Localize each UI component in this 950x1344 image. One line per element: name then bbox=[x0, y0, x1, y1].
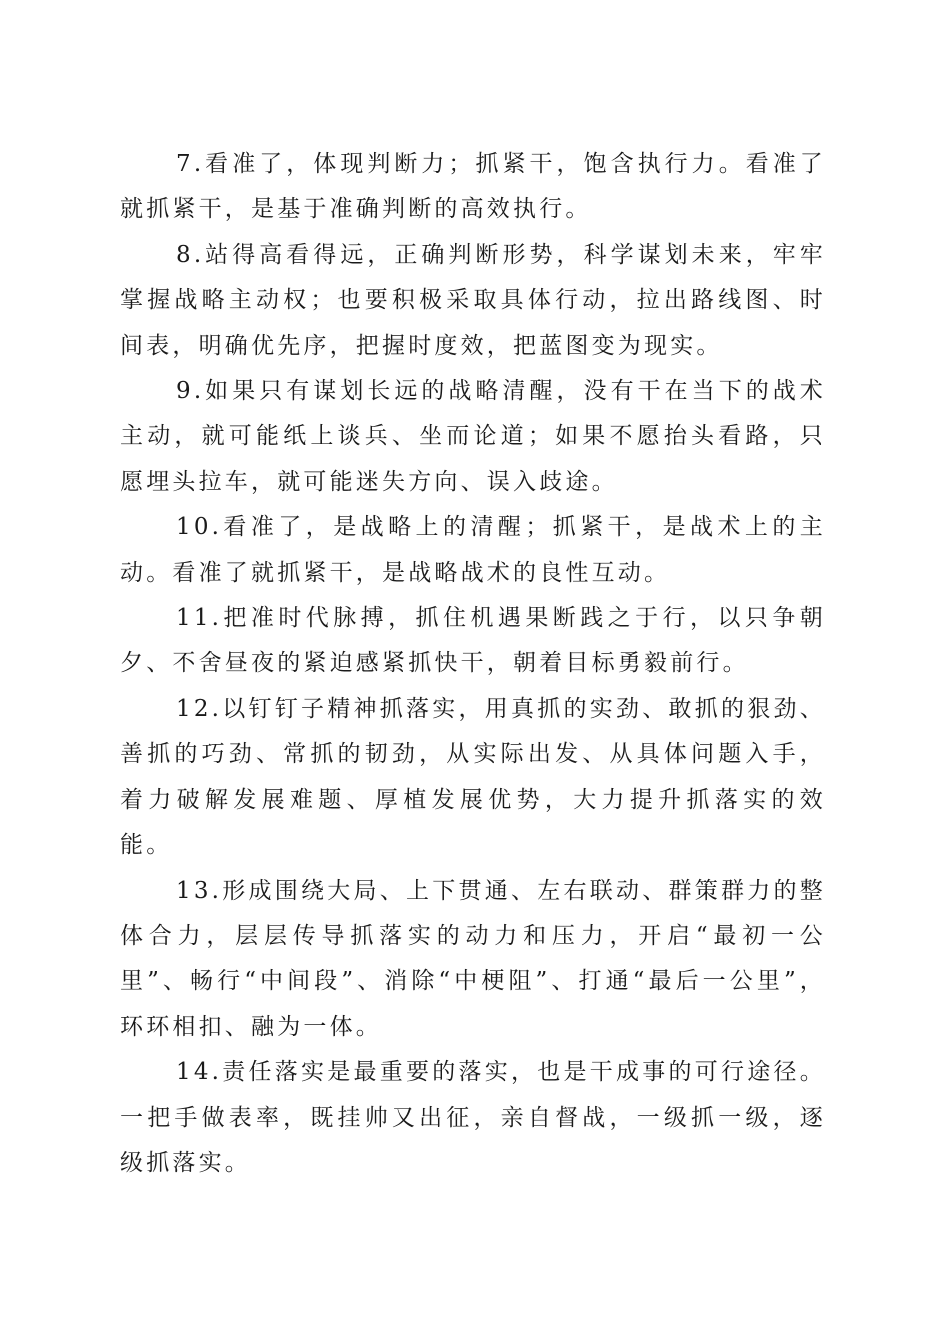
paragraph-14: 14.责任落实是最重要的落实，也是干成事的可行途径。一把手做表率，既挂帅又出征，亲自督战，一级抓一级，逐级抓落实。 bbox=[120, 1059, 826, 1176]
paragraph-8: 8.站得高看得远，正确判断形势，科学谋划未来，牢牢掌握战略主动权；也要积极采取具体行动，拉出路线图、时间表，明确优先序，把握时度效，把蓝图变为现实。 bbox=[120, 241, 826, 359]
paragraph-9: 9.如果只有谋划长远的战略清醒，没有干在当下的战术主动，就可能纸上谈兵、坐而论道；如果不愿抬头看路，只愿埋头拉车，就可能迷失方向、误入歧途。 bbox=[120, 378, 826, 495]
paragraph-7: 7.看准了，体现判断力；抓紧干，饱含执行力。看准了就抓紧干，是基于准确判断的高效执行。 bbox=[120, 151, 826, 223]
paragraph-11: 11.把准时代脉搏，抓住机遇果断践之于行，以只争朝夕、不舍昼夜的紧迫感紧抓快干，朝着目标勇毅前行。 bbox=[120, 605, 826, 677]
paragraph-10: 10.看准了，是战略上的清醒；抓紧干，是战术上的主动。看准了就抓紧干，是战略战术的良性互动。 bbox=[120, 514, 826, 586]
paragraph-12: 12.以钉钉子精神抓落实，用真抓的实劲、敢抓的狠劲、善抓的巧劲、常抓的韧劲，从实际出发、从具体问题入手，着力破解发展难题、厚植发展优势，大力提升抓落实的效能。 bbox=[120, 695, 826, 859]
document-body bbox=[120, 142, 826, 1186]
paragraph-13: 13.形成围绕大局、上下贯通、左右联动、群策群力的整体合力，层层传导抓落实的动力和压力，开启“最初一公里”、畅行“中间段”、消除“中梗阻”、打通“最后一公里”，环环相扣、融为一体。 bbox=[120, 877, 826, 1040]
